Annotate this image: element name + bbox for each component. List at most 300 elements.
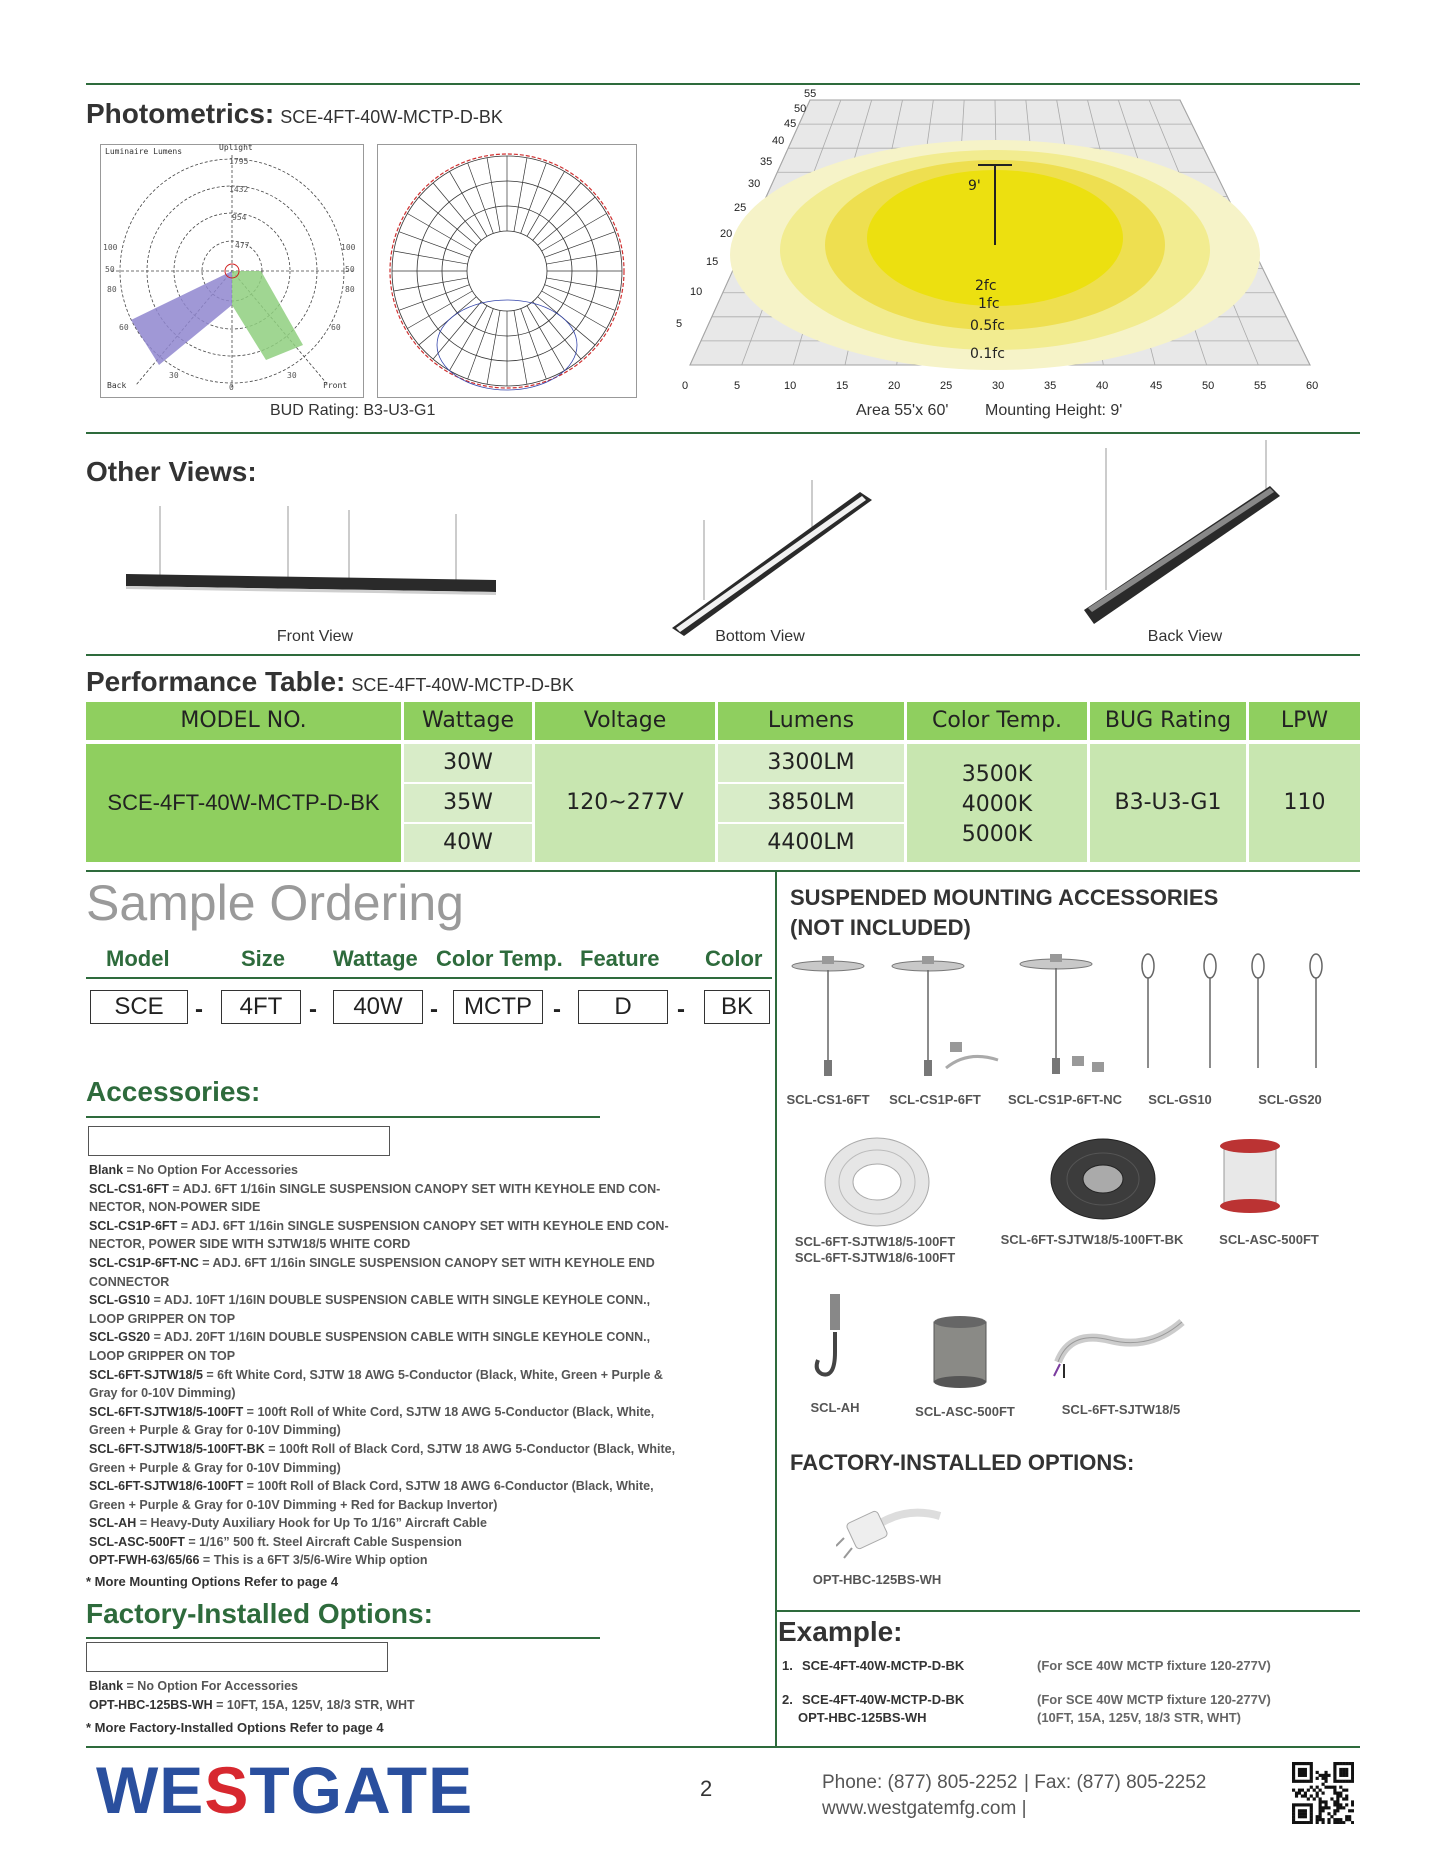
polar-right-label-4: 60 bbox=[331, 323, 341, 332]
accessory-text: NECTOR, NON-POWER SIDE bbox=[89, 1200, 261, 1215]
polar-left-label-1: 100 bbox=[103, 243, 118, 252]
iso-x-30: 30 bbox=[992, 380, 1005, 392]
qr-module bbox=[1304, 1803, 1307, 1806]
iso-label-1fc: 1fc bbox=[978, 296, 1000, 312]
cs1p-connector bbox=[950, 1042, 962, 1052]
pt-lumens-3850: 3850LM bbox=[718, 784, 904, 822]
qr-module bbox=[1324, 1771, 1327, 1774]
accessory-line bbox=[89, 1421, 749, 1440]
qr-module bbox=[1345, 1818, 1348, 1821]
rule-performance bbox=[86, 654, 1360, 656]
pt-model-cell: SCE-4FT-40W-MCTP-D-BK bbox=[86, 744, 401, 862]
iso-y-45: 45 bbox=[784, 118, 797, 130]
cs1pnc-gripper bbox=[1052, 1058, 1060, 1074]
qr-module bbox=[1339, 1780, 1342, 1783]
iso-x-5: 5 bbox=[734, 380, 741, 392]
factory-left-list bbox=[89, 1677, 749, 1714]
iso-x-35: 35 bbox=[1044, 380, 1057, 392]
iso-x-0: 0 bbox=[682, 380, 689, 392]
qr-module bbox=[1319, 1797, 1322, 1800]
polar-right-label-3: 80 bbox=[345, 285, 355, 294]
qr-module bbox=[1339, 1794, 1342, 1797]
accessory-text: = ADJ. 20FT 1/16IN DOUBLE SUSPENSION CABLE WITH SINGLE KEYHOLE CONN., bbox=[150, 1330, 651, 1345]
sample-ordering-title: Sample Ordering bbox=[86, 875, 464, 931]
candela-spoke bbox=[527, 306, 565, 371]
qr-module bbox=[1339, 1803, 1342, 1806]
qr-module bbox=[1339, 1774, 1342, 1777]
pt-lumens-3300: 3300LM bbox=[718, 744, 904, 782]
example-2-code2: OPT-HBC-125BS-WH bbox=[798, 1710, 927, 1725]
pt-wattage-40: 40W bbox=[404, 824, 532, 862]
pt-header-color-temp: Color Temp. bbox=[907, 702, 1087, 740]
accessory-code: SCL-ASC-500FT bbox=[89, 1534, 185, 1549]
qr-module bbox=[1333, 1765, 1336, 1768]
qr-module bbox=[1301, 1803, 1304, 1806]
qr-module bbox=[1342, 1768, 1345, 1771]
westgate-logo bbox=[96, 1752, 473, 1828]
qr-module bbox=[1336, 1780, 1339, 1783]
iso-y-40: 40 bbox=[772, 135, 785, 147]
qr-module bbox=[1298, 1771, 1301, 1774]
factory-left-note: * More Factory-Installed Options Refer to page 4 bbox=[86, 1720, 384, 1735]
ord-label-wattage: Wattage bbox=[333, 946, 418, 971]
candela-spoke bbox=[433, 183, 481, 240]
accessory-code: SCL-AH bbox=[89, 1516, 137, 1531]
accessory-text: = 1/16” 500 ft. Steel Aircraft Cable Suspension bbox=[184, 1534, 462, 1549]
qr-module bbox=[1292, 1821, 1295, 1824]
qr-module bbox=[1292, 1777, 1295, 1780]
back-view-label: Back View bbox=[1147, 628, 1223, 645]
pt-color-temp-5000: 5000K bbox=[961, 822, 1033, 847]
iso-label-2fc: 2fc bbox=[975, 278, 997, 294]
qr-module bbox=[1292, 1771, 1295, 1774]
accessory-text: = Heavy-Duty Auxiliary Hook for Up To 1/16” Aircraft Cable bbox=[136, 1516, 487, 1531]
qr-module bbox=[1322, 1806, 1325, 1809]
black-cord-roll-image bbox=[1048, 1134, 1158, 1224]
aircraft-cable-coil-image bbox=[930, 1314, 990, 1390]
pt-header-lpw: LPW bbox=[1249, 702, 1360, 740]
qr-module bbox=[1301, 1812, 1304, 1815]
iso-x-15: 15 bbox=[836, 380, 849, 392]
candela-spoke bbox=[542, 214, 607, 252]
qr-module bbox=[1339, 1771, 1342, 1774]
accessory-code: SCL-GS10 bbox=[89, 1293, 151, 1308]
polar-bottom-0: 0 bbox=[229, 383, 234, 392]
qr-module bbox=[1333, 1762, 1336, 1765]
qr-module bbox=[1310, 1771, 1313, 1774]
accessories-note: * More Mounting Options Refer to page 4 bbox=[86, 1574, 339, 1589]
ord-label-color: Color bbox=[705, 946, 763, 971]
qr-module bbox=[1351, 1780, 1354, 1783]
qr-module bbox=[1324, 1777, 1327, 1780]
qr-module bbox=[1345, 1762, 1348, 1765]
qr-module bbox=[1301, 1789, 1304, 1792]
ord-box-color-temp: MCTP bbox=[453, 990, 543, 1024]
iso-label-05fc: 0.5fc bbox=[970, 318, 1005, 334]
cap-scl-gs20: SCL-GS20 bbox=[1258, 1092, 1322, 1107]
qr-module bbox=[1333, 1768, 1336, 1771]
qr-module bbox=[1304, 1774, 1307, 1777]
hook-curve bbox=[817, 1332, 835, 1375]
qr-module bbox=[1342, 1821, 1345, 1824]
qr-module bbox=[1348, 1818, 1351, 1821]
accessory-line bbox=[89, 1366, 749, 1385]
qr-module bbox=[1304, 1809, 1307, 1812]
polar-right-label-2: 50 bbox=[345, 265, 355, 274]
accessory-line bbox=[89, 1291, 749, 1310]
coil-top bbox=[934, 1316, 986, 1328]
qr-module bbox=[1339, 1818, 1342, 1821]
qr-code-icon[interactable] bbox=[1292, 1762, 1354, 1824]
qr-module bbox=[1333, 1818, 1336, 1821]
qr-module bbox=[1307, 1803, 1310, 1806]
qr-module bbox=[1351, 1762, 1354, 1765]
qr-module bbox=[1304, 1815, 1307, 1818]
ord-box-model: SCE bbox=[90, 990, 188, 1024]
qr-module bbox=[1310, 1806, 1313, 1809]
cap-black-roll: SCL-6FT-SJTW18/5-100FT-BK bbox=[1000, 1232, 1184, 1247]
qr-module bbox=[1348, 1762, 1351, 1765]
aircraft-cable-spool-image bbox=[1218, 1136, 1282, 1216]
accessory-text: Green + Purple & Gray for 0-10V Dimming) bbox=[89, 1460, 341, 1475]
iso-x-50: 50 bbox=[1202, 380, 1215, 392]
qr-module bbox=[1298, 1809, 1301, 1812]
qr-module bbox=[1351, 1800, 1354, 1803]
candela-spokes bbox=[392, 156, 622, 386]
plug-prong-2 bbox=[844, 1548, 852, 1558]
photometrics-model: SCE-4FT-40W-MCTP-D-BK bbox=[280, 107, 503, 127]
polar-back-lobe bbox=[131, 271, 232, 365]
accessories-input-box bbox=[88, 1126, 390, 1156]
qr-module bbox=[1342, 1771, 1345, 1774]
qr-module bbox=[1339, 1806, 1342, 1809]
qr-module bbox=[1330, 1786, 1333, 1789]
accessory-line bbox=[89, 1403, 749, 1422]
accessory-text: LOOP GRIPPER ON TOP bbox=[89, 1348, 236, 1363]
qr-module bbox=[1292, 1789, 1295, 1792]
qr-module bbox=[1310, 1812, 1313, 1815]
qr-module bbox=[1322, 1800, 1325, 1803]
qr-module bbox=[1307, 1789, 1310, 1792]
qr-module bbox=[1339, 1768, 1342, 1771]
qr-module bbox=[1351, 1768, 1354, 1771]
qr-module bbox=[1351, 1765, 1354, 1768]
cs1-gripper bbox=[824, 1060, 832, 1076]
ord-label-model: Model bbox=[106, 946, 170, 971]
polar-left-label-3: 80 bbox=[107, 285, 117, 294]
accessory-code: SCL-GS20 bbox=[89, 1330, 151, 1345]
candela-grid-svg bbox=[378, 145, 636, 397]
accessory-text: Green + Purple & Gray for 0-10V Dimming) bbox=[89, 1423, 341, 1438]
qr-module bbox=[1295, 1821, 1298, 1824]
qr-module bbox=[1336, 1792, 1339, 1795]
factory-option-code: Blank bbox=[89, 1679, 124, 1693]
cap-scl-gs10: SCL-GS10 bbox=[1148, 1092, 1212, 1107]
ord-label-size: Size bbox=[241, 946, 286, 971]
accessory-text: = ADJ. 6FT 1/16in SINGLE SUSPENSION CANOPY SET WITH KEYHOLE END CON- bbox=[168, 1181, 661, 1196]
power-cord-plug-image bbox=[836, 1486, 946, 1566]
accessory-line bbox=[89, 1161, 749, 1180]
accessory-text: NECTOR, POWER SIDE WITH SJTW18/5 WHITE CORD bbox=[89, 1237, 411, 1252]
qr-module bbox=[1345, 1774, 1348, 1777]
top-rule bbox=[86, 83, 1360, 85]
canopy-set-cs1p-nc-image bbox=[1016, 946, 1126, 1076]
qr-module bbox=[1333, 1800, 1336, 1803]
suspended-title-line1: SUSPENDED MOUNTING ACCESSORIES bbox=[790, 885, 1219, 910]
qr-module bbox=[1295, 1792, 1298, 1795]
qr-module bbox=[1304, 1780, 1307, 1783]
qr-module bbox=[1301, 1768, 1304, 1771]
qr-module bbox=[1322, 1792, 1325, 1795]
footer-fax: | Fax: (877) 805-2252 bbox=[1024, 1772, 1207, 1793]
qr-module bbox=[1307, 1821, 1310, 1824]
iso-y-55: 55 bbox=[804, 88, 817, 100]
accessory-code: SCL-CS1P-6FT bbox=[89, 1218, 178, 1233]
qr-module bbox=[1307, 1762, 1310, 1765]
rule-other-views bbox=[86, 432, 1360, 434]
qr-module bbox=[1333, 1774, 1336, 1777]
iso-x-40: 40 bbox=[1096, 380, 1109, 392]
qr-module bbox=[1333, 1780, 1336, 1783]
polar-bottom-back: Back bbox=[107, 381, 127, 390]
pt-color-temp-4000: 4000K bbox=[961, 792, 1033, 817]
qr-module bbox=[1342, 1774, 1345, 1777]
cap-scl-cs1-6ft: SCL-CS1-6FT bbox=[786, 1092, 870, 1107]
polar-distribution-svg bbox=[101, 145, 363, 397]
vertical-divider bbox=[775, 870, 777, 1747]
accessory-code: SCL-6FT-SJTW18/6-100FT bbox=[89, 1479, 244, 1494]
polar-ring-label-3: 954 bbox=[232, 213, 247, 222]
accessory-line bbox=[89, 1477, 749, 1496]
qr-module bbox=[1324, 1800, 1327, 1803]
gripper-gs10-image bbox=[1130, 950, 1340, 1080]
qr-module bbox=[1322, 1818, 1325, 1821]
qr-module bbox=[1319, 1789, 1322, 1792]
qr-module bbox=[1319, 1806, 1322, 1809]
qr-module bbox=[1319, 1815, 1322, 1818]
qr-module bbox=[1298, 1821, 1301, 1824]
qr-module bbox=[1327, 1806, 1330, 1809]
cs1pnc-connector-1 bbox=[1072, 1056, 1084, 1066]
factory-right-title: FACTORY-INSTALLED OPTIONS: bbox=[790, 1450, 1135, 1475]
area-caption: Area 55'x 60' bbox=[856, 402, 949, 419]
ord-dash-3: - bbox=[430, 996, 438, 1023]
qr-module bbox=[1336, 1818, 1339, 1821]
pt-header-bug: BUG Rating bbox=[1090, 702, 1246, 740]
coil-bottom bbox=[934, 1376, 986, 1388]
gs10-loop-2 bbox=[1204, 954, 1216, 978]
qr-module bbox=[1295, 1762, 1298, 1765]
ord-dash-2: - bbox=[309, 996, 317, 1023]
accessory-line bbox=[89, 1440, 749, 1459]
qr-module bbox=[1351, 1777, 1354, 1780]
qr-module bbox=[1310, 1794, 1313, 1797]
example-title: Example: bbox=[778, 1616, 903, 1647]
qr-module bbox=[1292, 1762, 1295, 1765]
qr-module bbox=[1310, 1821, 1313, 1824]
qr-module bbox=[1324, 1780, 1327, 1783]
accessory-line bbox=[89, 1384, 749, 1403]
qr-module bbox=[1333, 1809, 1336, 1812]
suspended-title-line2: (NOT INCLUDED) bbox=[790, 915, 971, 940]
qr-module bbox=[1333, 1786, 1336, 1789]
qr-module bbox=[1348, 1780, 1351, 1783]
ord-label-color-temp: Color Temp. bbox=[436, 946, 563, 971]
cap-scl-cs1p-6ft: SCL-CS1P-6FT bbox=[889, 1092, 981, 1107]
qr-module bbox=[1313, 1789, 1316, 1792]
qr-module bbox=[1324, 1774, 1327, 1777]
pt-bug: B3-U3-G1 bbox=[1090, 744, 1246, 862]
qr-module bbox=[1310, 1815, 1313, 1818]
photometrics-heading: Photometrics: bbox=[86, 98, 275, 129]
qr-module bbox=[1336, 1800, 1339, 1803]
ord-box-wattage: 40W bbox=[333, 990, 423, 1024]
canopy-set-cs1p-image bbox=[888, 950, 1008, 1080]
pt-lpw: 110 bbox=[1249, 744, 1360, 862]
qr-module bbox=[1336, 1762, 1339, 1765]
ord-dash-4: - bbox=[553, 996, 561, 1023]
accessory-text: Gray for 0-10V Dimming) bbox=[89, 1386, 236, 1401]
page-number: 2 bbox=[700, 1776, 713, 1801]
iso-x-45: 45 bbox=[1150, 380, 1163, 392]
example-1-code: SCE-4FT-40W-MCTP-D-BK bbox=[802, 1658, 965, 1673]
accessory-code: SCL-6FT-SJTW18/5-100FT-BK bbox=[89, 1441, 265, 1456]
iso-y-10: 10 bbox=[690, 286, 703, 298]
accessories-title: Accessories: bbox=[86, 1076, 261, 1107]
cs1pnc-mount bbox=[1050, 954, 1062, 962]
qr-module bbox=[1301, 1794, 1304, 1797]
factory-option-line bbox=[89, 1696, 749, 1715]
qr-module bbox=[1304, 1762, 1307, 1765]
qr-module bbox=[1327, 1812, 1330, 1815]
footer-phone: Phone: (877) 805-2252 bbox=[822, 1772, 1018, 1793]
qr-module bbox=[1304, 1812, 1307, 1815]
qr-module bbox=[1333, 1812, 1336, 1815]
accessory-line bbox=[89, 1328, 749, 1347]
qr-module bbox=[1322, 1783, 1325, 1786]
footer-rule bbox=[86, 1746, 1360, 1748]
sjtw-cord-image bbox=[1050, 1310, 1190, 1380]
qr-module bbox=[1292, 1809, 1295, 1812]
ord-dash-1: - bbox=[195, 996, 203, 1023]
cap-white-roll-6: SCL-6FT-SJTW18/6-100FT bbox=[794, 1250, 956, 1265]
accessory-line bbox=[89, 1254, 749, 1273]
qr-module bbox=[1292, 1780, 1295, 1783]
qr-module bbox=[1310, 1777, 1313, 1780]
accessory-line bbox=[89, 1217, 749, 1236]
qr-module bbox=[1301, 1780, 1304, 1783]
iso-y-50: 50 bbox=[794, 103, 807, 115]
qr-module bbox=[1342, 1789, 1345, 1792]
polar-luminaire-label: Luminaire Lumens bbox=[105, 147, 183, 156]
candela-grid-chart bbox=[377, 144, 637, 398]
qr-module bbox=[1316, 1777, 1319, 1780]
gs20-loop-2 bbox=[1310, 954, 1322, 978]
iso-x-25: 25 bbox=[940, 380, 953, 392]
back-view-image bbox=[1070, 440, 1290, 630]
factory-option-line bbox=[89, 1677, 749, 1696]
ord-box-color: BK bbox=[704, 990, 770, 1024]
qr-module bbox=[1310, 1768, 1313, 1771]
factory-option-text: = No Option For Accessories bbox=[123, 1679, 298, 1693]
cap-scl-cs1p-6ft-nc: SCL-CS1P-6FT-NC bbox=[1007, 1092, 1123, 1107]
qr-module bbox=[1304, 1771, 1307, 1774]
qr-module bbox=[1342, 1797, 1345, 1800]
polar-ring-label-1: 1795 bbox=[229, 157, 249, 166]
qr-module bbox=[1333, 1777, 1336, 1780]
qr-module bbox=[1316, 1786, 1319, 1789]
qr-module bbox=[1351, 1809, 1354, 1812]
polar-left-label-2: 50 bbox=[105, 265, 115, 274]
qr-module bbox=[1304, 1768, 1307, 1771]
pt-header-lumens: Lumens bbox=[718, 702, 904, 740]
candela-spoke bbox=[450, 171, 488, 236]
white-cord-roll-image bbox=[822, 1132, 932, 1232]
other-views-title: Other Views: bbox=[86, 456, 257, 487]
qr-module bbox=[1319, 1809, 1322, 1812]
cs1p-mount bbox=[922, 956, 934, 964]
plug-cord bbox=[876, 1513, 940, 1526]
rule-ordering bbox=[86, 870, 1360, 872]
qr-module bbox=[1292, 1768, 1295, 1771]
qr-module bbox=[1316, 1818, 1319, 1821]
factory-left-input-box bbox=[86, 1642, 388, 1672]
accessory-code: OPT-FWH-63/65/66 bbox=[89, 1553, 200, 1568]
qr-module bbox=[1298, 1789, 1301, 1792]
qr-module bbox=[1330, 1815, 1333, 1818]
pt-color-temp-cell bbox=[907, 744, 1087, 862]
cap-white-roll-5: SCL-6FT-SJTW18/5-100FT bbox=[794, 1234, 956, 1249]
qr-module bbox=[1316, 1794, 1319, 1797]
qr-module bbox=[1310, 1774, 1313, 1777]
qr-module bbox=[1324, 1786, 1327, 1789]
iso-y-20: 20 bbox=[720, 228, 733, 240]
cord-wire-purple bbox=[1054, 1364, 1060, 1376]
photometrics-title bbox=[86, 98, 503, 130]
qr-module bbox=[1345, 1803, 1348, 1806]
factory-left-title: Factory-Installed Options: bbox=[86, 1598, 433, 1629]
qr-module bbox=[1310, 1803, 1313, 1806]
qr-module bbox=[1301, 1809, 1304, 1812]
qr-module bbox=[1304, 1792, 1307, 1795]
pt-header-model: MODEL NO. bbox=[86, 702, 401, 740]
qr-module bbox=[1298, 1803, 1301, 1806]
qr-module bbox=[1310, 1786, 1313, 1789]
accessory-code: SCL-CS1-6FT bbox=[89, 1181, 169, 1196]
suspended-title bbox=[790, 883, 1218, 943]
accessory-code: SCL-6FT-SJTW18/5-100FT bbox=[89, 1404, 244, 1419]
accessory-code: SCL-CS1P-6FT-NC bbox=[89, 1255, 199, 1270]
cs1p-gripper bbox=[924, 1060, 932, 1076]
qr-module bbox=[1298, 1774, 1301, 1777]
pt-lumens-4400: 4400LM bbox=[718, 824, 904, 862]
accessory-text: = 100ft Roll of Black Cord, SJTW 18 AWG 5-Conductor (Black, White, bbox=[264, 1441, 676, 1456]
cap-scl-ah: SCL-AH bbox=[810, 1400, 860, 1415]
qr-module bbox=[1348, 1809, 1351, 1812]
footer-website: www.westgatemfg.com | bbox=[822, 1798, 1027, 1819]
qr-module bbox=[1298, 1762, 1301, 1765]
factory-option-text: = 10FT, 15A, 125V, 18/3 STR, WHT bbox=[212, 1697, 415, 1712]
qr-module bbox=[1301, 1762, 1304, 1765]
spool-top bbox=[1220, 1139, 1280, 1153]
qr-module bbox=[1342, 1806, 1345, 1809]
accessory-text: = ADJ. 10FT 1/16IN DOUBLE SUSPENSION CABLE WITH SINGLE KEYHOLE CONN., bbox=[150, 1293, 651, 1308]
candela-ring-4 bbox=[467, 231, 547, 311]
iso-x-55: 55 bbox=[1254, 380, 1267, 392]
factory-option-code: OPT-HBC-125BS-WH bbox=[89, 1697, 213, 1712]
cs1pnc-connector-2 bbox=[1092, 1062, 1104, 1072]
accessory-text: = ADJ. 6FT 1/16in SINGLE SUSPENSION CANOPY SET WITH KEYHOLE END bbox=[198, 1255, 655, 1270]
